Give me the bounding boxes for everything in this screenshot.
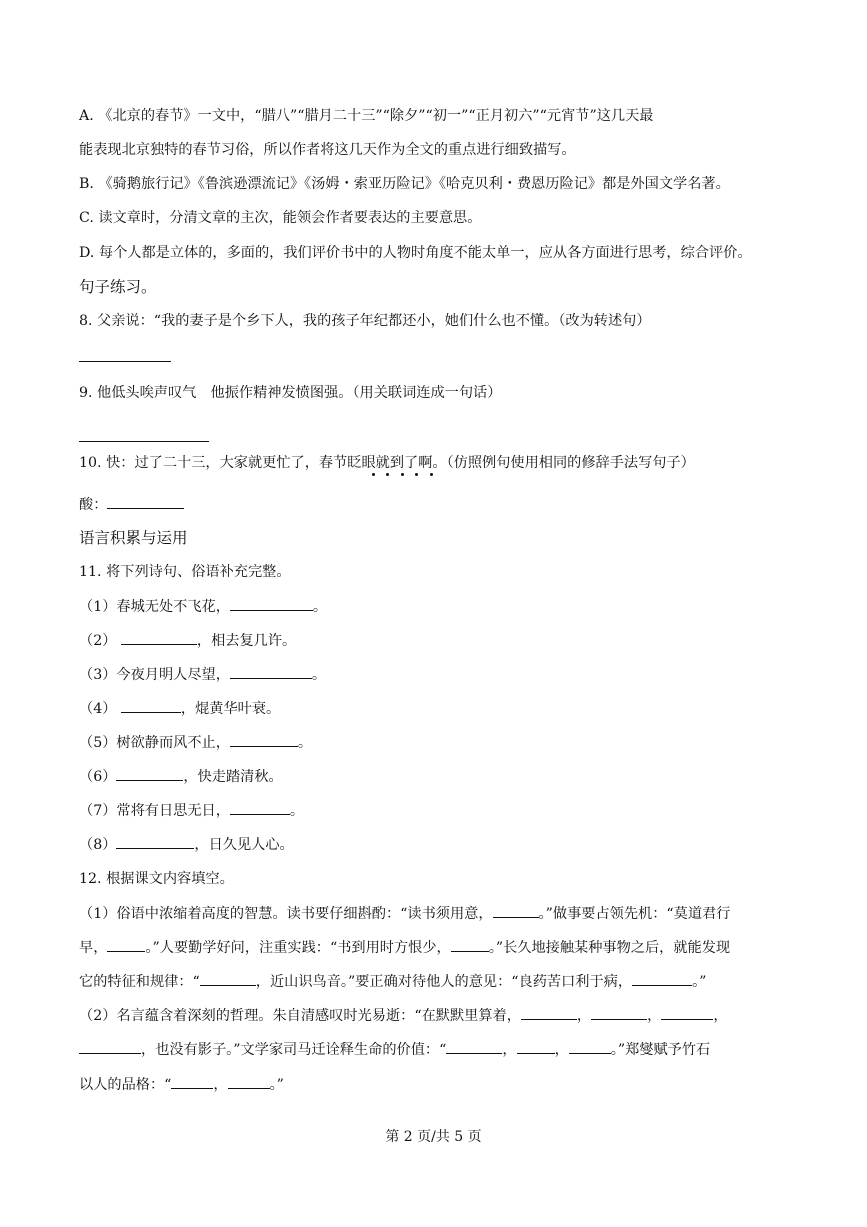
fill-blank[interactable] <box>107 938 145 952</box>
section-heading-sentence: 句子练习。 <box>79 278 157 296</box>
fill-blank[interactable] <box>591 1006 647 1020</box>
question-9: 9. 他低头唉声叹气 他振作精神发愤图强。（用关联词连成一句话） <box>79 385 502 401</box>
fill-blank[interactable] <box>632 972 692 986</box>
q12-part2-line3: 以人的品格：“ ， 。” <box>79 1077 284 1093</box>
q12-part1-line1: （1）俗语中浓缩着高度的智慧。读书要仔细斟酌：“读书须用意， 。”做事要占领先机：“莫道君行 <box>79 906 731 922</box>
q12-part1-line2: 早， 。”人要勤学好问，注重实践：“书到用时方恨少， 。”长久地接触某种事物之后，就能发现 <box>79 940 731 956</box>
q12-part2-line1: （2）名言蕴含着深刻的哲理。朱自清感叹时光易逝：“在默默里算着， ， ， ， <box>79 1008 728 1024</box>
q11-item-6: （6） ，快走踏清秋。 <box>79 769 283 785</box>
fill-blank[interactable] <box>230 597 313 611</box>
fill-blank[interactable] <box>171 1075 213 1089</box>
q11-item-5: （5）树欲静而风不止， 。 <box>79 735 313 751</box>
answer-blank[interactable] <box>107 495 184 509</box>
option-a-line2: 能表现北京独特的春节习俗，所以作者将这几天作为全文的重点进行细致描写。 <box>79 142 576 158</box>
fill-blank[interactable] <box>517 1040 555 1054</box>
fill-blank[interactable] <box>121 699 181 713</box>
question-10-answer <box>79 495 184 515</box>
q12-part1-line3: 它的特征和规律：“ ，近山识鸟音。”要正确对待他人的意见：“良药苦口利于病， 。” <box>79 974 707 990</box>
q11-item-7: （7）常将有日思无日， 。 <box>79 803 305 819</box>
fill-blank[interactable] <box>661 1006 713 1020</box>
fill-blank[interactable] <box>521 1006 577 1020</box>
fill-blank[interactable] <box>116 835 194 849</box>
fill-blank[interactable] <box>228 1075 270 1089</box>
q11-item-1: （1）春城无处不飞花， 。 <box>79 599 328 615</box>
fill-blank[interactable] <box>79 1040 141 1054</box>
fill-blank[interactable] <box>121 631 197 645</box>
page-number-footer: 第 2 页/共 5 页 <box>385 1129 482 1145</box>
option-b: B. 《骑鹅旅行记》《鲁滨逊漂流记》《汤姆・索亚历险记》《哈克贝利・费恩历险记》都是外国文学名著。 <box>79 176 730 192</box>
fill-blank[interactable] <box>230 733 298 747</box>
q11-item-2: （2） ，相去复几许。 <box>79 633 297 649</box>
question-11-title: 11. 将下列诗句、俗语补充完整。 <box>79 564 291 580</box>
fill-blank[interactable] <box>116 767 183 781</box>
q11-item-3: （3）今夜月明人尽望， 。 <box>79 667 327 683</box>
section-heading-language: 语言积累与运用 <box>79 529 188 547</box>
option-a-line1: A. 《北京的春节》一文中，“腊八”“腊月二十三”“除夕”“初一”“正月初六”“元宵节”这几天最 <box>79 108 654 124</box>
q11-item-4: （4） ，焜黄华叶衰。 <box>79 701 281 717</box>
option-d: D. 每个人都是立体的，多面的，我们评价书中的人物时角度不能太单一，应从各方面进行思考，综合评价。 <box>79 245 752 261</box>
fill-blank[interactable] <box>493 904 539 918</box>
answer-line-q9[interactable] <box>79 441 209 442</box>
q11-item-8: （8） ，日久见人心。 <box>79 837 294 853</box>
question-10: 10. 快：过了二十三，大家就更忙了，春节眨眼就到了啊。（仿照例句使用相同的修辞手法写句子） <box>79 455 695 471</box>
q12-part2-line2: ，也没有影子。”文学家司马迁诠释生命的价值：“ ， ， 。”郑燮赋予竹石 <box>79 1040 710 1060</box>
answer-line-q8[interactable] <box>79 361 171 362</box>
answer-label: 酸： <box>79 497 108 513</box>
option-c: C. 读文章时，分清文章的主次，能领会作者要表达的主要意思。 <box>79 210 482 226</box>
fill-blank[interactable] <box>230 801 290 815</box>
fill-blank[interactable] <box>569 1040 611 1054</box>
question-12-title: 12. 根据课文内容填空。 <box>79 871 234 887</box>
fill-blank[interactable] <box>230 665 312 679</box>
fill-blank[interactable] <box>446 1040 502 1054</box>
fill-blank[interactable] <box>451 938 489 952</box>
question-8: 8. 父亲说：“我的妻子是个乡下人，我的孩子年纪都还小，她们什么也不懂。（改为转述句） <box>79 313 651 329</box>
fill-blank[interactable] <box>200 972 256 986</box>
